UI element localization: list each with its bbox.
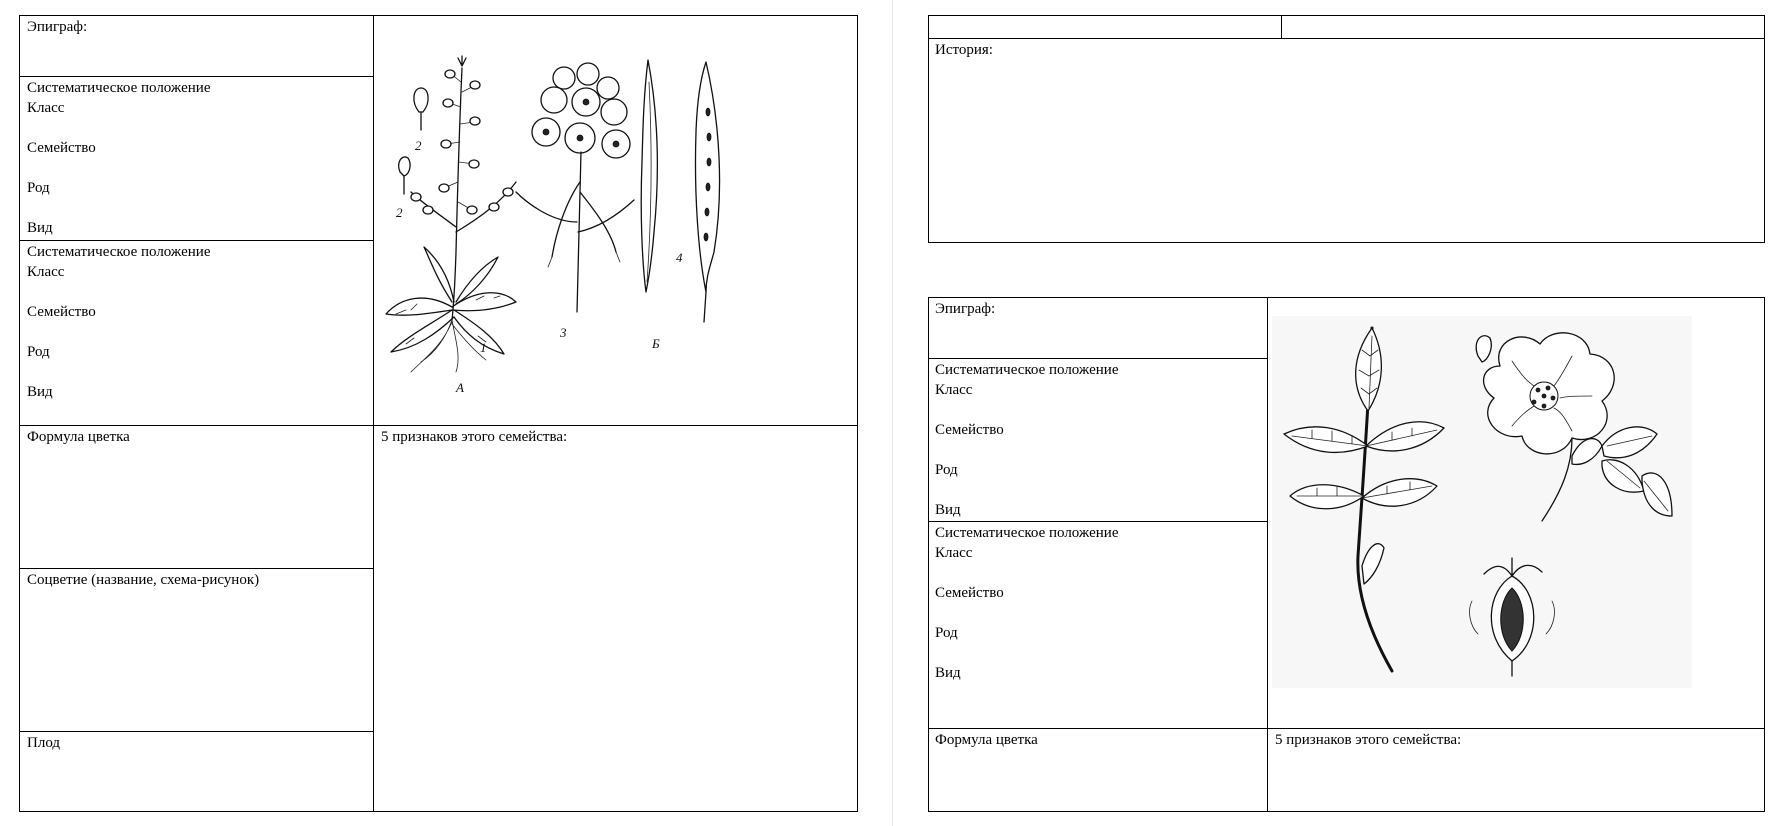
left-row-divider	[19, 240, 374, 241]
figure-label: 4	[676, 250, 683, 265]
figure-label: Б	[652, 336, 660, 351]
class-label: Класс	[27, 264, 65, 280]
flower-formula-label: Формула цветка	[27, 429, 130, 445]
family-features-label: 5 признаков этого семейства:	[381, 429, 568, 445]
left-card-column-divider	[373, 15, 374, 812]
family-label: Семейство	[27, 140, 96, 156]
left-row-divider	[19, 76, 374, 77]
figure-label: 2	[396, 205, 403, 220]
inflorescence-label: Соцветие (название, схема-рисунок)	[27, 572, 260, 588]
family-label: Семейство	[935, 585, 1004, 601]
left-row-divider	[19, 425, 858, 426]
seed-pod-illustration	[641, 60, 719, 351]
figure-label: 2	[415, 138, 422, 153]
right-row-divider	[928, 358, 1268, 359]
class-label: Класс	[935, 545, 973, 561]
class-label: Класс	[935, 382, 973, 398]
shepherds-purse-plant	[386, 56, 516, 395]
right-card-column-divider	[1267, 297, 1268, 812]
page-divider	[892, 0, 893, 826]
history-header-column-line	[1281, 15, 1282, 39]
epigraph-label: Эпиграф:	[27, 19, 88, 35]
figure-label: 1	[480, 340, 487, 355]
genus-label: Род	[935, 625, 958, 641]
systematics-heading: Систематическое положение	[27, 80, 211, 96]
figure-label: А	[456, 380, 464, 395]
systematics-heading: Систематическое положение	[935, 362, 1119, 378]
systematics-block	[935, 523, 1118, 683]
systematics-block	[27, 242, 210, 402]
rose-plant-illustration	[1272, 316, 1692, 688]
species-label: Вид	[935, 502, 961, 518]
fruit-label: Плод	[27, 735, 61, 751]
systematics-heading: Систематическое положение	[935, 525, 1119, 541]
systematics-block	[935, 360, 1118, 520]
history-label: История:	[935, 42, 993, 58]
family-label: Семейство	[935, 422, 1004, 438]
genus-label: Род	[27, 344, 50, 360]
flower-formula-label: Формула цветка	[935, 732, 1038, 748]
crucifer-plant-illustration	[376, 52, 776, 412]
family-features-label: 5 признаков этого семейства:	[1275, 732, 1462, 748]
history-header-row-line	[928, 38, 1765, 39]
systematics-block	[27, 78, 210, 238]
right-row-divider	[928, 521, 1268, 522]
family-label: Семейство	[27, 304, 96, 320]
left-row-divider	[19, 731, 374, 732]
epigraph-label: Эпиграф:	[935, 301, 996, 317]
species-label: Вид	[27, 220, 53, 236]
species-label: Вид	[27, 384, 53, 400]
genus-label: Род	[935, 462, 958, 478]
species-label: Вид	[935, 665, 961, 681]
radish-plant	[516, 63, 634, 340]
history-box	[928, 15, 1765, 243]
genus-label: Род	[27, 180, 50, 196]
systematics-heading: Систематическое положение	[27, 244, 211, 260]
left-row-divider	[19, 568, 374, 569]
class-label: Класс	[27, 100, 65, 116]
right-row-divider	[928, 728, 1765, 729]
figure-label: 3	[560, 325, 567, 340]
